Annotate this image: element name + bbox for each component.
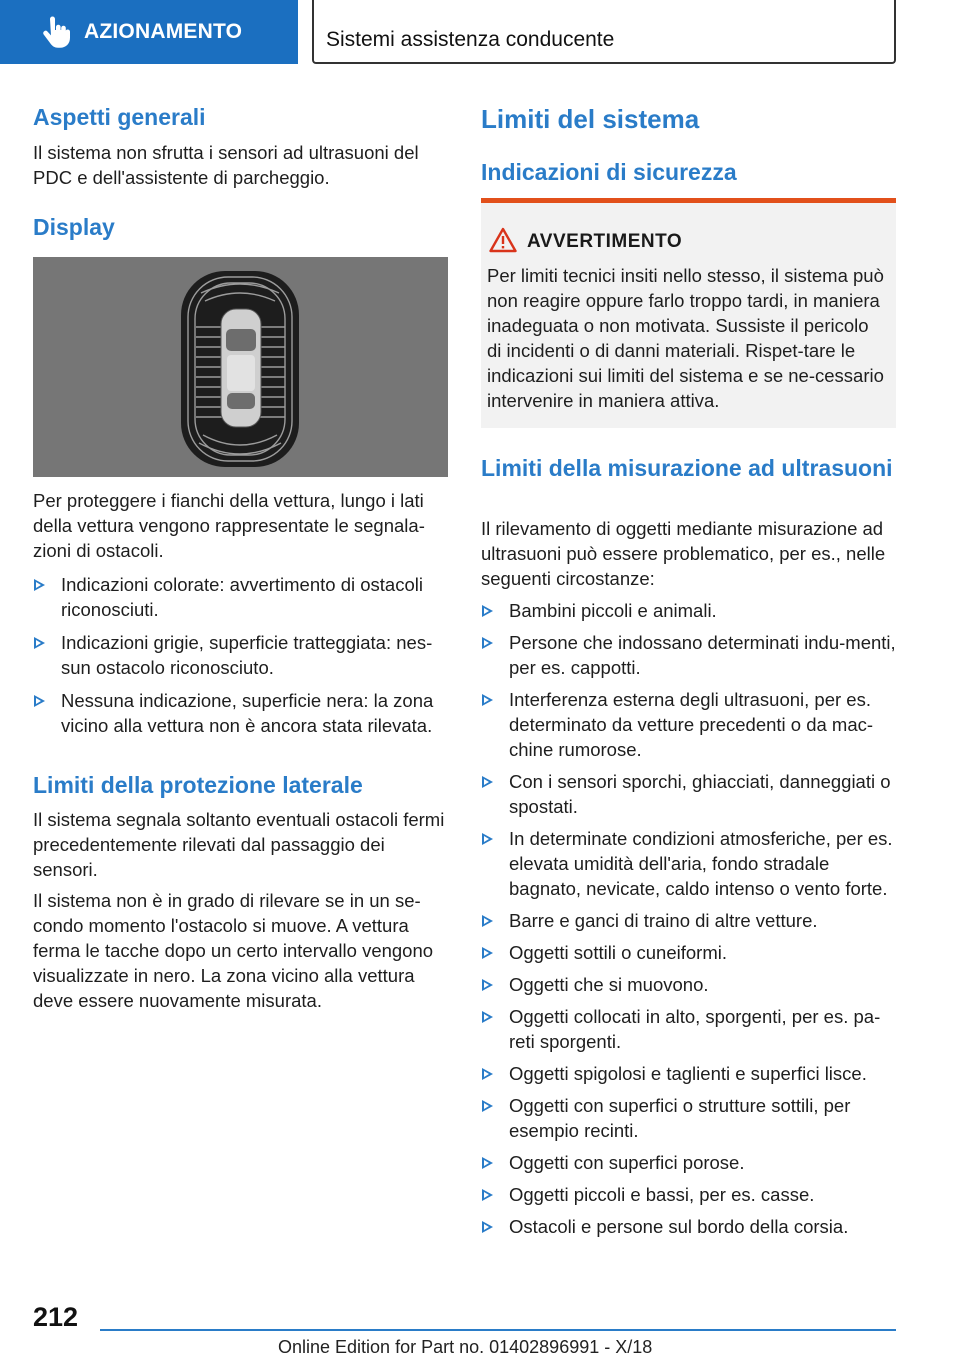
triangle-bullet-icon [482,1189,493,1201]
aspetti-text: Il sistema non sfrutta i sensori ad ultrasuoni del PDC e dell'assistente di parcheggio. [33,142,419,188]
display-heading: Display [33,214,115,240]
triangle-bullet-icon [482,1157,493,1169]
list-item: Indicazioni colorate: avvertimento di ostacoli riconosciuti. [33,572,448,622]
triangle-bullet-icon [482,1068,493,1080]
misurazione-list [481,598,896,1239]
triangle-bullet-icon [482,833,493,845]
triangle-bullet-icon [482,915,493,927]
list-item: Barre e ganci di traino di altre vetture. [481,908,896,933]
list-item: Nessuna indicazione, superficie nera: la zona vicino alla vettura non è ancora stata rilevata. [33,688,448,738]
triangle-bullet-icon [482,1221,493,1233]
page-number: 212 [33,1302,79,1332]
footer-divider [100,1329,896,1331]
chapter-title: Sistemi assistenza conducente [326,28,615,51]
list-item: Oggetti con superfici porose. [481,1150,896,1175]
warning-triangle-icon [489,227,517,253]
sicurezza-heading: Indicazioni di sicurezza [481,159,737,185]
list-item: Oggetti spigolosi e taglienti e superfici lisce. [481,1061,896,1086]
triangle-bullet-icon [34,695,45,707]
display-list [33,572,448,738]
section-tab[interactable] [0,0,298,64]
list-item: Oggetti piccoli e bassi, per es. casse. [481,1182,896,1207]
list-item: Con i sensori sporchi, ghiacciati, danneggiati o spostati. [481,769,896,819]
list-item: Oggetti collocati in alto, sporgenti, per es. pa-reti sporgenti. [481,1004,896,1054]
list-item: Persone che indossano determinati indu-menti, per es. cappotti. [481,630,896,680]
triangle-bullet-icon [482,979,493,991]
list-item: Indicazioni grigie, superficie tratteggiata: nes-sun ostacolo riconosciuto. [33,630,448,680]
display-text: Per proteggere i fianchi della vettura, lungo i lati della vettura vengono rappresentate le segnala-zioni di ostacoli. [33,490,425,561]
chapter-header [312,0,896,64]
warning-box [481,198,896,428]
list-item: Oggetti che si muovono. [481,972,896,997]
list-item: In determinate condizioni atmosferiche, per es. elevata umidità dell'aria, fondo stradale bagnato, nevicate, caldo intenso o vento forte. [481,826,896,901]
hand-pointer-icon [40,15,70,49]
display-illustration [33,257,448,477]
protezione-heading: Limiti della protezione laterale [33,772,363,798]
warning-text: Per limiti tecnici insiti nello stesso, il sistema può non reagire oppure farlo troppo tardi, in maniera inadeguata o non motivata. Sussiste il pericolo di incidenti o di danni materiali. Rispet-tare le indicazioni sui limiti del sistema e se ne-cessario intervenire in maniera attiva. [487,265,884,411]
triangle-bullet-icon [482,947,493,959]
limiti-sistema-heading: Limiti del sistema [481,104,700,134]
triangle-bullet-icon [34,579,45,591]
footer-edition: Online Edition for Part no. 01402896991 - X/18 [278,1337,653,1357]
triangle-bullet-icon [34,637,45,649]
list-item: Bambini piccoli e animali. [481,598,896,623]
protezione-text-1: Il sistema segnala soltanto eventuali ostacoli fermi precedentemente rilevati dal passaggio dei sensori. [33,809,445,880]
list-item: Ostacoli e persone sul bordo della corsia. [481,1214,896,1239]
parking-display-graphic [33,257,448,477]
protezione-text-2: Il sistema non è in grado di rilevare se in un se-condo momento l'ostacolo si muove. A vettura ferma le tacche dopo un certo intervallo vengono visualizzate in nero. La zona vicino alla vettura deve essere nuovamente misurata. [33,890,434,1011]
list-item: Interferenza esterna degli ultrasuoni, per es. determinato da vetture precedenti o da mac-chine rumorose. [481,687,896,762]
misurazione-text: Il rilevamento di oggetti mediante misurazione ad ultrasuoni può essere problematico, per es., nelle seguenti circostanze: [481,518,886,589]
section-title: AZIONAMENTO [84,20,243,43]
aspetti-heading: Aspetti generali [33,104,206,130]
triangle-bullet-icon [482,1011,493,1023]
list-item: Oggetti sottili o cuneiformi. [481,940,896,965]
list-item: Oggetti con superfici o strutture sottili, per esempio recinti. [481,1093,896,1143]
triangle-bullet-icon [482,776,493,788]
misurazione-heading: Limiti della misurazione ad ultrasuoni [481,455,893,481]
triangle-bullet-icon [482,1100,493,1112]
warning-title: AVVERTIMENTO [527,231,683,252]
triangle-bullet-icon [482,694,493,706]
triangle-bullet-icon [482,637,493,649]
triangle-bullet-icon [482,605,493,617]
